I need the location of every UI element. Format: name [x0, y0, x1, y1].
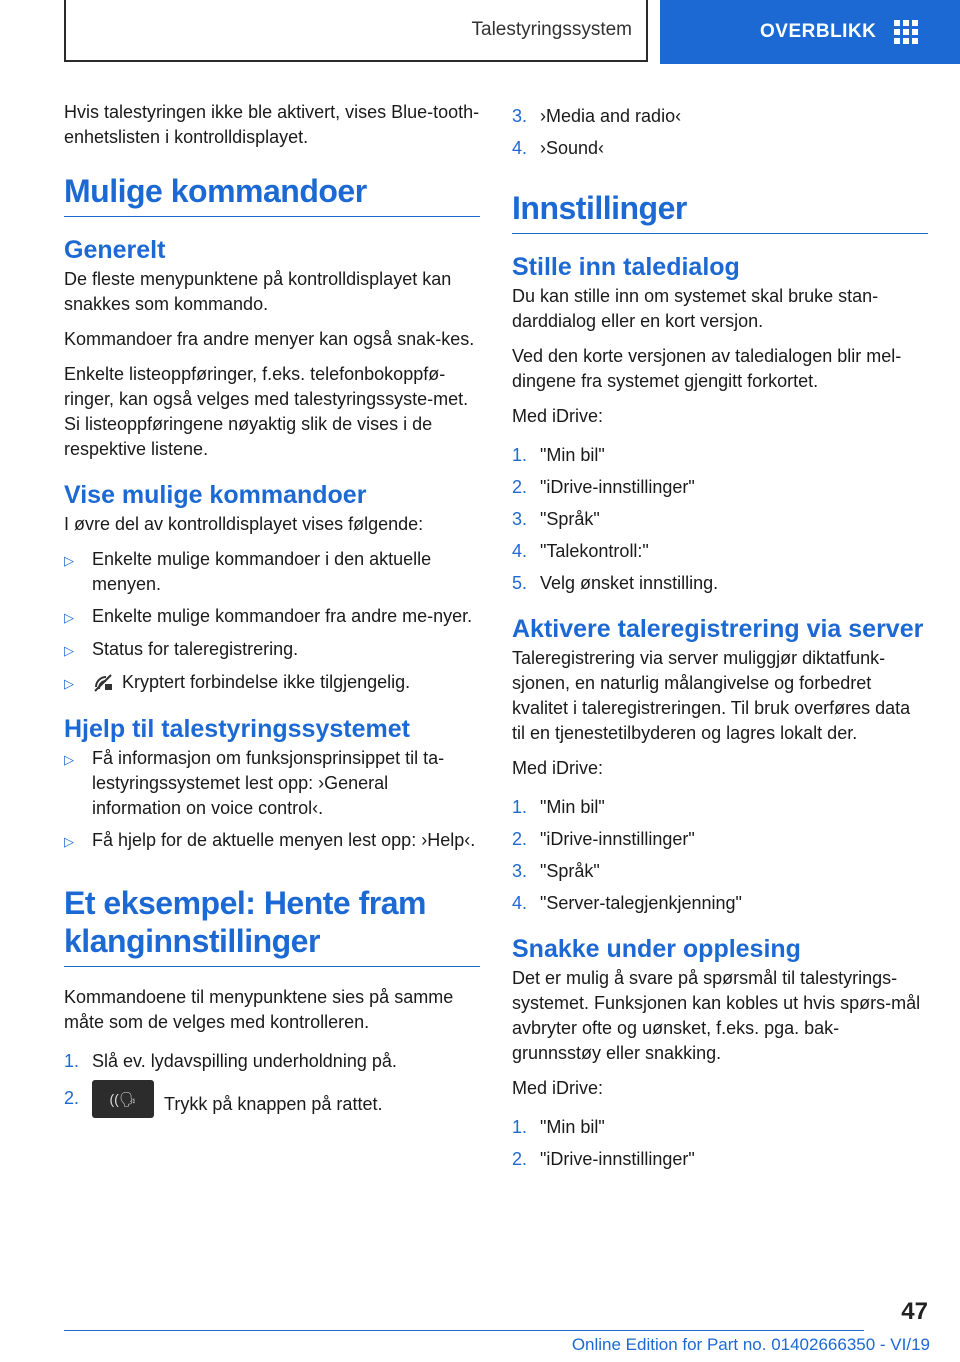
- page-number: 47: [901, 1298, 928, 1325]
- heading-server: Aktivere taleregistrering via server: [512, 615, 924, 643]
- right-column: [512, 104, 928, 1182]
- list-item: ▷ Få hjelp for de aktuelle menyen lest opp: ›Help‹.: [64, 828, 480, 854]
- dialog-steps: [512, 443, 928, 596]
- list-item: 2. "iDrive-innstillinger": [512, 477, 695, 497]
- unencrypted-connection-icon: [92, 673, 114, 693]
- bullet-triangle-icon: ▷: [64, 610, 74, 625]
- list-item: 2. "iDrive-innstillinger": [512, 829, 695, 849]
- list-item: 4. ›Sound‹: [512, 138, 605, 158]
- list-item: ▷ Enkelte mulige kommandoer fra andre me‐nyer.: [64, 604, 480, 630]
- list-item: 4. "Talekontroll:": [512, 541, 649, 561]
- bullet-triangle-icon: ▷: [64, 643, 74, 658]
- list-item: 1. "Min bil": [512, 797, 605, 817]
- show-list: [64, 547, 480, 696]
- intro-text: Hvis talestyringen ikke ble aktivert, vises Blue‐tooth-enhetslisten i kontrolldisplayet.: [64, 102, 480, 147]
- general-text-1: De fleste menypunktene på kontrolldisplayet kan snakkes som kommando.: [64, 269, 452, 314]
- general-text-2: Kommandoer fra andre menyer kan også snak‐kes.: [64, 329, 475, 349]
- list-item: 2. "iDrive-innstillinger": [512, 1149, 695, 1169]
- talk-text-2: Med iDrive:: [512, 1078, 604, 1098]
- dialog-text-1: Du kan stille inn om systemet skal bruke stan‐darddialog eller en kort versjon.: [512, 286, 879, 331]
- heading-general: Generelt: [64, 236, 166, 264]
- show-text: I øvre del av kontrolldisplayet vises følgende:: [64, 514, 424, 534]
- list-item: 2. ((🗣 Trykk på knappen på rattet.: [64, 1086, 480, 1124]
- footer-divider: [64, 1330, 864, 1331]
- header-section: [64, 0, 648, 62]
- server-text-2: Med iDrive:: [512, 758, 604, 778]
- heading-talk: Snakke under opplesing: [512, 935, 801, 963]
- section-title: Talestyringssystem: [471, 19, 632, 40]
- help-list: [64, 746, 480, 854]
- list-item: 1. "Min bil": [512, 1117, 605, 1137]
- overview-label: OVERBLIKK: [760, 21, 877, 42]
- heading-help: Hjelp til talestyringssystemet: [64, 715, 410, 743]
- heading-example: Et eksempel: Hente fram klanginnstillinger: [64, 884, 480, 967]
- example-steps: [64, 1049, 480, 1124]
- server-steps: [512, 795, 928, 916]
- heading-commands: Mulige kommandoer: [64, 172, 480, 217]
- footer-edition: Online Edition for Part no. 01402666350 - VI/19: [571, 1335, 930, 1354]
- bullet-triangle-icon: ▷: [64, 553, 74, 568]
- list-item: 1. "Min bil": [512, 445, 605, 465]
- list-item: ▷ Få informasjon om funksjonsprinsippet til ta‐lestyringssystemet lest opp: ›General information on voice control‹.: [64, 746, 480, 821]
- grid-menu-icon: [894, 20, 918, 44]
- example-steps-continued: [512, 104, 928, 161]
- server-text-1: Taleregistrering via server muliggjør diktatfunk‐sjonen, en naturlig målangivelse og forbedret kvalitet i taleregistreringen. Til bruk overføres data til en tjenestetilbyderen og lagres lokalt der.: [512, 648, 911, 743]
- list-item: 3. ›Media and radio‹: [512, 106, 682, 126]
- overview-tab[interactable]: [660, 0, 960, 64]
- list-item: 4. "Server-talegjenkjenning": [512, 893, 742, 913]
- list-item: 3. "Språk": [512, 861, 600, 881]
- bullet-triangle-icon: ▷: [64, 834, 74, 849]
- left-column: [64, 100, 480, 1134]
- dialog-text-3: Med iDrive:: [512, 406, 604, 426]
- heading-show-commands: Vise mulige kommandoer: [64, 481, 367, 509]
- list-item: 1. Slå ev. lydavspilling underholdning på.: [64, 1051, 397, 1071]
- bullet-triangle-icon: ▷: [64, 752, 74, 767]
- general-text-3: Enkelte listeoppføringer, f.eks. telefonbokoppfø‐ringer, kan også velges med talestyringssyste‐met. Si listeoppføringene nøyaktig slik de vises i de respektive listene.: [64, 364, 469, 459]
- bullet-triangle-icon: ▷: [64, 676, 74, 691]
- talk-steps: [512, 1115, 928, 1172]
- list-item: ▷ Enkelte mulige kommandoer i den aktuelle menyen.: [64, 547, 480, 597]
- heading-dialog: Stille inn taledialog: [512, 253, 740, 281]
- dialog-text-2: Ved den korte versjonen av taledialogen blir mel‐dingene fra systemet gjengitt forkortet.: [512, 346, 902, 391]
- list-item: 3. "Språk": [512, 509, 600, 529]
- list-item: 5. Velg ønsket innstilling.: [512, 573, 719, 593]
- talk-text-1: Det er mulig å svare på spørsmål til talestyrings‐systemet. Funksjonen kan kobles ut hvis spørs‐mål avbryter ofte og uønsket, f.eks. pga. bak‐grunnsstøy eller snakking.: [512, 968, 921, 1063]
- example-text: Kommandoene til menypunktene sies på samme måte som de velges med kontrolleren.: [64, 987, 454, 1032]
- list-item: ▷ Status for taleregistrering.: [64, 637, 480, 663]
- list-item: ▷ Kryptert forbindelse ikke tilgjengelig.: [64, 670, 480, 696]
- heading-settings: Innstillinger: [512, 189, 928, 234]
- voice-button-icon: ((🗣: [92, 1080, 154, 1118]
